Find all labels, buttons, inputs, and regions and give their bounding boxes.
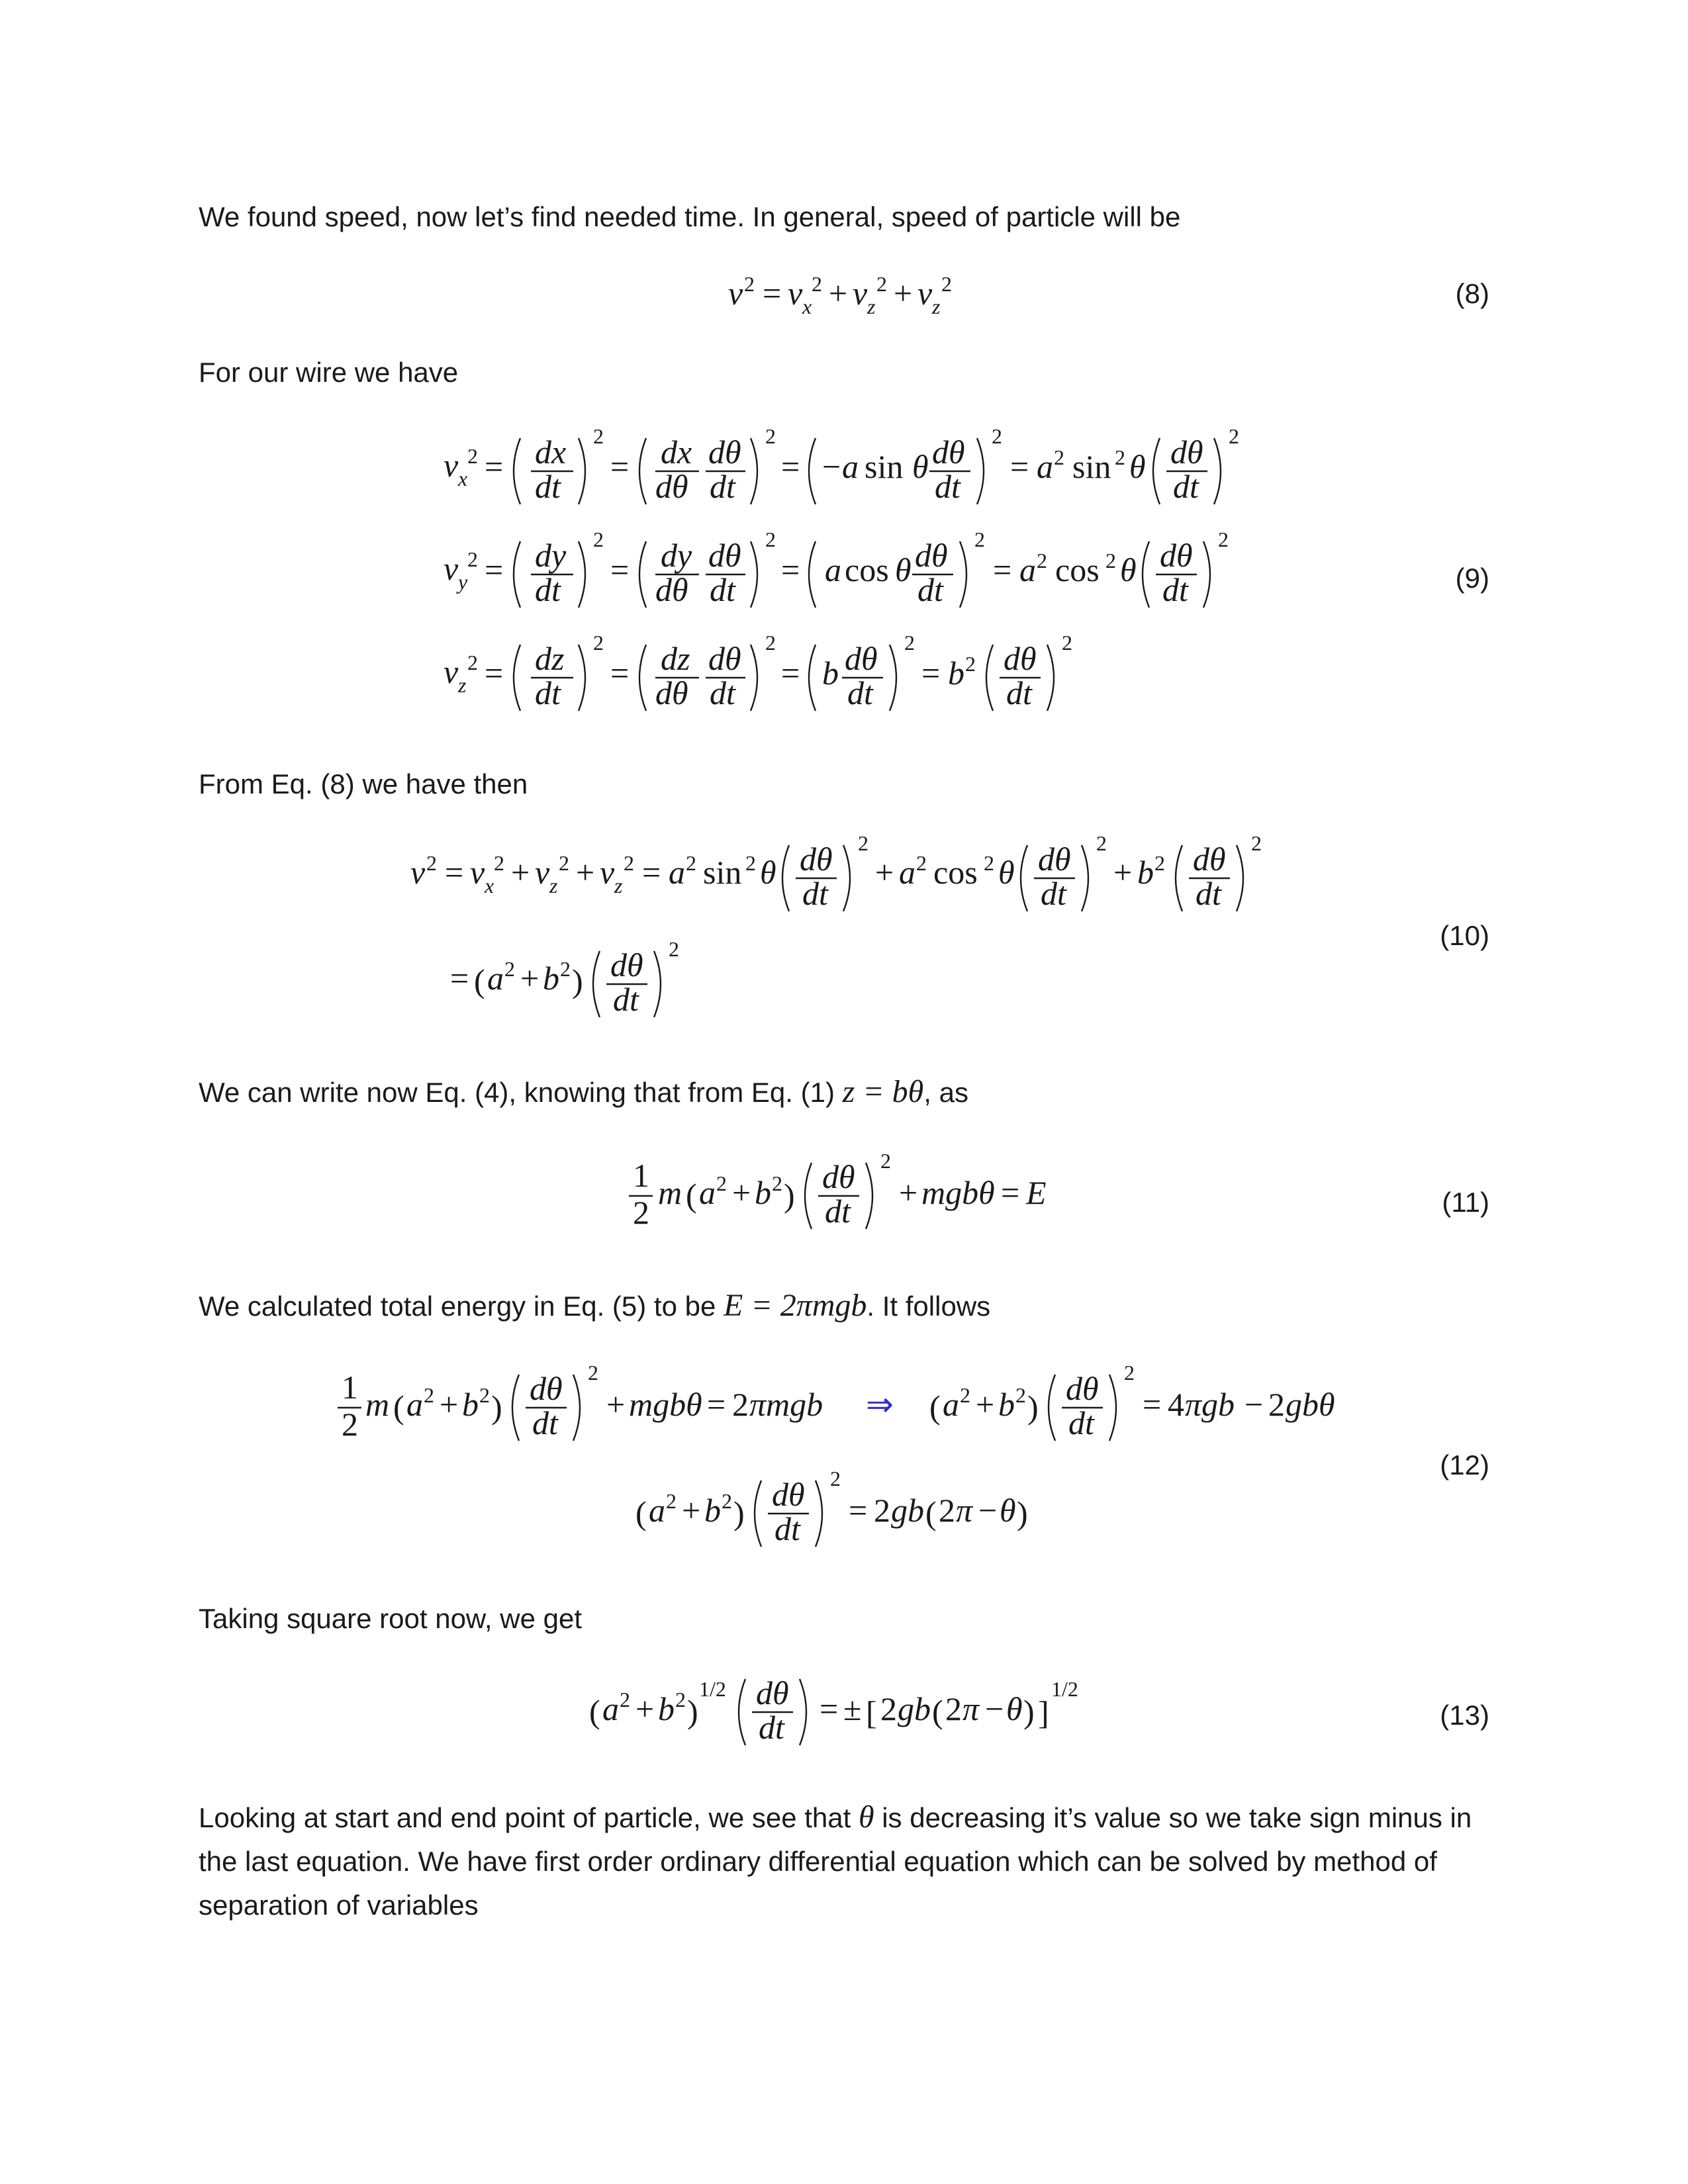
svg-text:2: 2	[1124, 1361, 1135, 1385]
paragraph-intro-speed: We found speed, now let’s find needed time. In general, speed of particle will be	[199, 201, 1181, 232]
equation-9-row-vx	[444, 424, 1239, 505]
svg-text:z: z	[867, 295, 876, 318]
svg-text:2: 2	[1268, 1386, 1285, 1423]
svg-text:π: π	[962, 1690, 980, 1727]
svg-text:dt: dt	[710, 571, 735, 608]
svg-text:cos: cos	[1055, 551, 1100, 588]
svg-text:sin: sin	[703, 854, 742, 891]
svg-text:z: z	[932, 295, 941, 318]
svg-text:2: 2	[633, 1194, 649, 1231]
inline-math-z-equals-b-theta: z = bθ	[842, 1074, 924, 1109]
svg-text:θ: θ	[1000, 1492, 1016, 1529]
svg-text:dθ: dθ	[1193, 841, 1226, 878]
svg-text:dθ: dθ	[772, 1476, 805, 1513]
svg-text:y: y	[458, 570, 468, 594]
svg-text:a: a	[899, 854, 915, 891]
paragraph-square-root: Taking square root now, we get	[199, 1603, 583, 1634]
svg-text:=: =	[820, 1690, 839, 1727]
svg-text:2: 2	[424, 1383, 434, 1407]
paragraph-conclusion-line-3: separation of variables	[199, 1889, 479, 1921]
svg-text:−: −	[822, 448, 841, 485]
svg-text:dt: dt	[802, 875, 828, 912]
svg-text:b: b	[998, 1386, 1015, 1423]
svg-text:2: 2	[874, 1492, 890, 1529]
svg-text:2: 2	[1054, 445, 1064, 469]
svg-text:z: z	[549, 874, 558, 897]
svg-text:dz: dz	[535, 640, 565, 677]
svg-text:dx: dx	[661, 433, 692, 471]
paragraph-total-energy-text-before: We calculated total energy in Eq. (5) to be	[199, 1291, 724, 1322]
svg-text:dθ: dθ	[1004, 640, 1037, 677]
svg-text:θ: θ	[895, 551, 912, 588]
svg-text:−: −	[978, 1492, 998, 1529]
svg-text:θ: θ	[1129, 448, 1146, 485]
equation-number-13: (13)	[1440, 1700, 1489, 1731]
svg-text:πgb: πgb	[1185, 1386, 1235, 1423]
svg-text:=: =	[763, 275, 782, 312]
svg-text:mgbθ: mgbθ	[921, 1174, 995, 1211]
svg-text:dθ: dθ	[655, 674, 688, 711]
svg-text:): )	[784, 1177, 795, 1214]
svg-text:m: m	[658, 1174, 682, 1211]
svg-text:=: =	[610, 448, 630, 485]
svg-text:2: 2	[666, 1489, 677, 1513]
svg-text:b: b	[658, 1690, 675, 1727]
svg-text:+: +	[976, 1386, 995, 1423]
svg-text:2: 2	[342, 1406, 358, 1443]
svg-text:π: π	[956, 1492, 973, 1529]
svg-text:=: =	[642, 854, 661, 891]
svg-text:2: 2	[744, 272, 755, 296]
svg-text:v: v	[444, 447, 459, 484]
svg-text:2: 2	[1229, 424, 1239, 448]
svg-text:+: +	[875, 854, 894, 891]
svg-text:2: 2	[716, 1171, 727, 1195]
svg-text:z: z	[614, 874, 623, 897]
svg-text:v: v	[728, 275, 743, 312]
svg-text:a: a	[487, 960, 504, 997]
svg-text:): )	[733, 1494, 745, 1531]
svg-text:2: 2	[830, 1467, 841, 1490]
svg-text:b: b	[543, 960, 559, 997]
svg-text:4: 4	[1168, 1386, 1184, 1423]
svg-text:+: +	[440, 1386, 459, 1423]
svg-text:θ: θ	[760, 854, 776, 891]
paragraph-conclusion-line-1	[199, 1796, 1496, 1840]
inline-math-theta: θ	[858, 1799, 874, 1835]
svg-text:x: x	[802, 295, 812, 318]
svg-text:dt: dt	[532, 1404, 558, 1441]
svg-text:2: 2	[984, 851, 994, 875]
svg-text:v: v	[535, 854, 550, 891]
svg-text:2: 2	[945, 1690, 962, 1727]
svg-text:1: 1	[342, 1369, 358, 1406]
paragraph-from-eq8: From Eq. (8) we have then	[199, 768, 528, 799]
svg-text:2: 2	[620, 1688, 630, 1711]
svg-text:a: a	[1019, 551, 1036, 588]
svg-text:b: b	[1137, 854, 1154, 891]
svg-text:v: v	[444, 550, 459, 587]
svg-text:b: b	[822, 655, 839, 692]
svg-text:dθ: dθ	[756, 1674, 789, 1711]
svg-text:sin: sin	[1072, 448, 1111, 485]
svg-text:v: v	[853, 275, 868, 312]
svg-text:2: 2	[1096, 831, 1107, 855]
svg-text:dθ: dθ	[932, 433, 965, 471]
svg-text:): )	[1027, 1388, 1039, 1426]
equation-10	[404, 831, 1291, 1042]
svg-text:2: 2	[1037, 549, 1047, 572]
equation-12-line-1	[338, 1361, 1335, 1443]
svg-text:mgbθ: mgbθ	[629, 1386, 702, 1423]
svg-text:dθ: dθ	[655, 468, 688, 505]
svg-text:a: a	[602, 1690, 619, 1727]
equation-9	[437, 424, 1258, 735]
svg-text:dt: dt	[774, 1510, 800, 1547]
svg-text:E: E	[1026, 1174, 1047, 1211]
svg-text:2: 2	[624, 851, 634, 875]
equation-9-row-vz	[444, 631, 1072, 711]
svg-text:2: 2	[426, 851, 437, 875]
svg-text:b: b	[704, 1492, 721, 1529]
svg-text:+: +	[520, 960, 539, 997]
paragraph-wire: For our wire we have	[199, 357, 459, 388]
svg-text:=: =	[1001, 1174, 1020, 1211]
svg-text:dt: dt	[710, 674, 735, 711]
svg-text:): )	[1017, 1494, 1028, 1531]
svg-text:+: +	[829, 275, 848, 312]
svg-text:dz: dz	[661, 640, 690, 677]
svg-text:2: 2	[876, 272, 887, 296]
svg-text:=: =	[485, 448, 504, 485]
svg-text:dθ: dθ	[1170, 433, 1203, 471]
svg-text:dt: dt	[935, 468, 961, 505]
svg-text:=: =	[610, 655, 630, 692]
svg-text:2: 2	[965, 652, 976, 676]
equation-13	[583, 1664, 1125, 1770]
svg-text:a: a	[943, 1386, 959, 1423]
equation-12	[318, 1360, 1364, 1572]
svg-text:=: =	[921, 655, 941, 692]
svg-text:z: z	[458, 673, 467, 697]
svg-text:=: =	[707, 1386, 726, 1423]
paragraph-total-energy	[199, 1284, 990, 1328]
svg-text:+: +	[511, 854, 530, 891]
svg-text:[: [	[866, 1694, 877, 1731]
paragraph-conclusion-line-2: the last equation. We have first order ordinary differential equation which can be solved by method of	[199, 1846, 1437, 1877]
svg-text:2: 2	[745, 851, 756, 875]
svg-text:2: 2	[593, 424, 604, 448]
svg-text:dθ: dθ	[845, 640, 878, 677]
svg-text:1/2: 1/2	[699, 1677, 726, 1701]
paragraph-write-eq4	[199, 1070, 968, 1115]
svg-text:2: 2	[765, 527, 776, 551]
svg-text:2: 2	[1105, 549, 1116, 572]
svg-text:dt: dt	[710, 468, 735, 505]
svg-text:dθ: dθ	[708, 433, 741, 471]
svg-text:2: 2	[1115, 445, 1125, 469]
svg-text:=: =	[781, 655, 800, 692]
svg-text:a: a	[1037, 448, 1053, 485]
svg-text:2: 2	[992, 424, 1002, 448]
svg-text:a: a	[842, 448, 859, 485]
svg-text:(: (	[589, 1693, 600, 1730]
svg-text:=: =	[781, 448, 800, 485]
svg-text:dt: dt	[825, 1193, 851, 1230]
svg-text:): )	[491, 1388, 502, 1426]
svg-text:dθ: dθ	[610, 946, 643, 983]
svg-text:dt: dt	[1006, 674, 1032, 711]
svg-text:±: ±	[843, 1690, 862, 1727]
svg-text:2: 2	[904, 631, 915, 655]
svg-text:(: (	[686, 1177, 697, 1214]
paragraph-conclusion-text-after: is decreasing it’s value so we take sign minus in	[874, 1802, 1472, 1833]
svg-text:2: 2	[559, 851, 569, 875]
svg-text:2: 2	[916, 851, 927, 875]
svg-text:2: 2	[941, 272, 952, 296]
svg-text:2: 2	[675, 1688, 686, 1711]
svg-text:2: 2	[593, 527, 604, 551]
equation-9-row-vy	[444, 527, 1229, 608]
svg-text:dθ: dθ	[1038, 841, 1071, 878]
svg-text:=: =	[610, 551, 630, 588]
svg-text:(: (	[932, 1693, 943, 1730]
svg-text:dy: dy	[535, 537, 567, 574]
equation-number-11: (11)	[1442, 1187, 1489, 1218]
svg-text:θ: θ	[1120, 551, 1137, 588]
svg-text:dx: dx	[535, 433, 567, 471]
svg-text:a: a	[699, 1174, 716, 1211]
svg-text:a: a	[406, 1386, 423, 1423]
svg-text:=: =	[445, 854, 464, 891]
svg-text:=: =	[1010, 448, 1029, 485]
svg-text:(: (	[393, 1388, 404, 1426]
svg-text:1: 1	[633, 1157, 649, 1194]
svg-text:2: 2	[1062, 631, 1072, 655]
svg-text:2: 2	[880, 1690, 897, 1727]
svg-text:dt: dt	[535, 468, 561, 505]
svg-text:v: v	[470, 854, 485, 891]
svg-text:dt: dt	[759, 1709, 784, 1746]
equation-11	[622, 1148, 1099, 1254]
svg-text:v: v	[917, 275, 933, 312]
svg-text:v: v	[444, 653, 459, 690]
svg-text:dt: dt	[1162, 571, 1188, 608]
svg-text:gb: gb	[898, 1690, 931, 1727]
svg-text:dt: dt	[1068, 1404, 1094, 1441]
svg-text:+: +	[894, 275, 913, 312]
svg-text:=: =	[450, 960, 469, 997]
svg-text:dt: dt	[535, 674, 561, 711]
svg-text:cos: cos	[845, 551, 889, 588]
svg-text:2: 2	[812, 272, 822, 296]
svg-text:): )	[687, 1693, 698, 1730]
svg-text:=: =	[849, 1492, 868, 1529]
svg-text:(: (	[929, 1388, 941, 1426]
svg-text:a: a	[669, 854, 685, 891]
svg-text:dt: dt	[847, 674, 873, 711]
svg-text:+: +	[635, 1690, 655, 1727]
svg-text:v: v	[788, 275, 803, 312]
svg-text:(: (	[474, 962, 485, 999]
svg-text:b: b	[948, 655, 964, 692]
svg-text:=: =	[781, 551, 800, 588]
svg-text:2: 2	[1251, 831, 1262, 855]
svg-text:2: 2	[1154, 851, 1165, 875]
svg-text:=: =	[485, 655, 504, 692]
svg-text:2: 2	[593, 631, 604, 655]
svg-text:sin: sin	[865, 448, 904, 485]
svg-text:(: (	[635, 1494, 647, 1531]
paragraph-total-energy-text-after: . It follows	[867, 1291, 991, 1322]
paragraph-write-eq4-text-before: We can write now Eq. (4), knowing that from Eq. (1)	[199, 1077, 843, 1108]
paragraph-write-eq4-text-after: , as	[923, 1077, 968, 1108]
svg-text:2: 2	[722, 1489, 732, 1513]
svg-text:+: +	[576, 854, 595, 891]
svg-text:x: x	[485, 874, 494, 897]
svg-text:2: 2	[686, 851, 696, 875]
svg-text:2: 2	[732, 1386, 749, 1423]
svg-text:dt: dt	[917, 571, 943, 608]
equation-number-8: (8)	[1455, 278, 1489, 309]
svg-text:−: −	[1244, 1386, 1264, 1423]
svg-text:(: (	[925, 1494, 937, 1531]
svg-text:+: +	[682, 1492, 701, 1529]
svg-text:2: 2	[588, 1361, 598, 1385]
svg-text:2: 2	[494, 851, 504, 875]
equation-number-12: (12)	[1440, 1449, 1489, 1480]
svg-text:dy: dy	[661, 537, 692, 574]
svg-text:2: 2	[1015, 1383, 1026, 1407]
svg-text:cos: cos	[933, 854, 978, 891]
svg-text:dt: dt	[535, 571, 561, 608]
svg-text:θ: θ	[1006, 1690, 1023, 1727]
svg-text:2: 2	[467, 651, 478, 674]
svg-text:dθ: dθ	[915, 537, 948, 574]
svg-text:a: a	[825, 551, 841, 588]
svg-text:dθ: dθ	[822, 1158, 855, 1195]
svg-text:+: +	[732, 1174, 751, 1211]
inline-math-e-equals-2pi-mgb: E = 2πmgb	[724, 1288, 867, 1323]
svg-text:2: 2	[772, 1171, 782, 1195]
equation-number-9: (9)	[1455, 563, 1489, 594]
svg-text:dt: dt	[1196, 875, 1221, 912]
svg-text:dθ: dθ	[530, 1370, 563, 1407]
equation-10-line-1	[410, 831, 1262, 912]
svg-text:v: v	[600, 854, 615, 891]
svg-text:b: b	[755, 1174, 771, 1211]
svg-text:2: 2	[880, 1149, 891, 1173]
svg-text:dθ: dθ	[655, 571, 688, 608]
svg-text:2: 2	[669, 937, 679, 961]
svg-text:2: 2	[467, 547, 478, 571]
svg-text:2: 2	[858, 831, 868, 855]
svg-text:): )	[1023, 1693, 1035, 1730]
svg-text:dt: dt	[1173, 468, 1199, 505]
svg-text:dθ: dθ	[708, 640, 741, 677]
svg-text:dθ: dθ	[1066, 1370, 1099, 1407]
svg-text:2: 2	[504, 957, 515, 981]
svg-text:2: 2	[479, 1383, 490, 1407]
svg-text:θ: θ	[912, 448, 929, 485]
svg-text:+: +	[1113, 854, 1133, 891]
svg-text:b: b	[462, 1386, 479, 1423]
svg-text:2: 2	[939, 1492, 955, 1529]
svg-text:⇒: ⇒	[866, 1386, 894, 1423]
svg-text:2: 2	[765, 424, 776, 448]
svg-text:v: v	[410, 854, 426, 891]
svg-text:+: +	[899, 1174, 918, 1211]
svg-text:1/2: 1/2	[1051, 1677, 1078, 1701]
svg-text:dt: dt	[613, 981, 639, 1018]
svg-text:dθ: dθ	[800, 841, 833, 878]
equation-8	[722, 265, 973, 324]
svg-text:=: =	[1143, 1386, 1162, 1423]
svg-text:gbθ: gbθ	[1286, 1386, 1335, 1423]
svg-text:m: m	[365, 1386, 390, 1423]
svg-text:a: a	[649, 1492, 665, 1529]
svg-text:2: 2	[1218, 527, 1229, 551]
svg-text:dθ: dθ	[708, 537, 741, 574]
svg-text:θ: θ	[998, 854, 1015, 891]
svg-text:x: x	[458, 467, 468, 490]
svg-text:2: 2	[974, 527, 985, 551]
svg-text:−: −	[985, 1690, 1004, 1727]
paragraph-conclusion-text-before: Looking at start and end point of particle, we see that	[199, 1802, 859, 1833]
equation-number-10: (10)	[1440, 920, 1489, 951]
svg-text:dt: dt	[1041, 875, 1066, 912]
svg-text:]: ]	[1038, 1694, 1049, 1731]
equation-10-line-2	[450, 937, 679, 1018]
svg-text:=: =	[993, 551, 1012, 588]
equation-12-line-2	[635, 1467, 1028, 1547]
svg-text:πmgb: πmgb	[749, 1386, 823, 1423]
svg-text:dθ: dθ	[1160, 537, 1193, 574]
svg-text:2: 2	[960, 1383, 970, 1407]
svg-text:2: 2	[467, 444, 478, 468]
svg-text:+: +	[606, 1386, 626, 1423]
svg-text:gb: gb	[891, 1492, 924, 1529]
svg-text:): )	[572, 962, 583, 999]
svg-text:=: =	[485, 551, 504, 588]
svg-text:2: 2	[560, 957, 571, 981]
svg-text:2: 2	[765, 631, 776, 655]
paragraph-conclusion	[199, 1796, 1496, 1927]
